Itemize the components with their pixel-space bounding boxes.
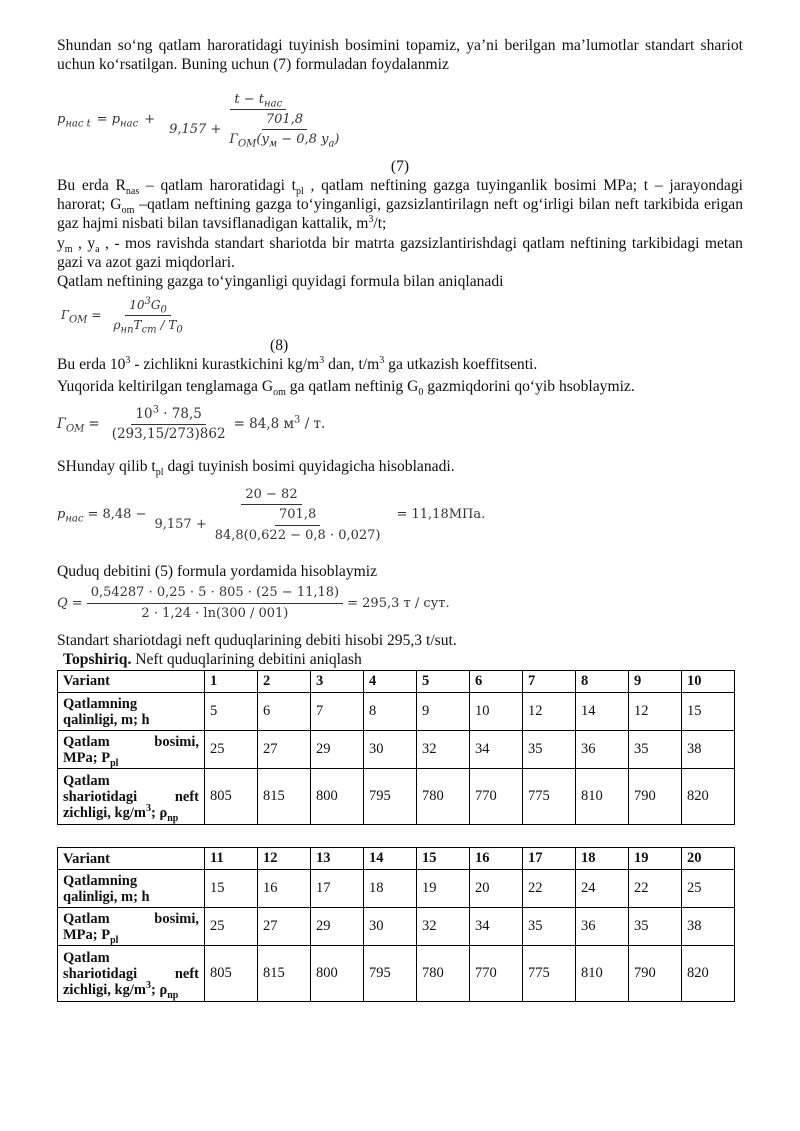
formula-gom-fraction: $\frac{10^3 \cdot 78,5}{(293,15/273)862}$ [111, 404, 226, 443]
formula-q-fraction: $\frac{0,54287 \cdot 0,25 \cdot 5 \cdot 805 \cdot (25 - 11,18)}{2 \cdot 1,24 \cdot \ln(300 / 001)}$ [87, 583, 343, 623]
formula-7-description-2: $y_m$ , $y_a$ , - mos ravishda standart shariotda bir matrta gazsizlantirishdagi qatlam neftining tarkibidagi metan gazi va azot gazi miqdorlari. [57, 234, 743, 272]
formula-7-number: (7) [390, 157, 410, 175]
document-page [57, 36, 743, 1002]
saturation-pressure-line: SHunday qilib $t_{pl}$ dagi tuyinish bosimi quyidagicha hisoblanadi. [57, 457, 455, 478]
formula-7-denominator: 9,157 + $\frac{701,8}{Г_{ОМ}(y_м - 0,8 y_a)}$ [165, 110, 351, 150]
formula-7-description: Bu erda $R_{nas}$ – qatlam haroratidagi $t_{pl}$ , qatlam neftining gazga tuyinganlik bosimi MPa; t – jarayondagi harorat; $G_{om}$ –qatlam neftining gazga to‘yinganligi, gazsizlantirilagn neft og‘irligi bilan neft tarkibida erigan gaz hajmi nisbati bilan tavsiflanadigan kattalik, $m^3/t$; [57, 176, 743, 233]
formula-8: $Г_{ОМ}$ = $\frac{10^3G_0}{\rho_{нп}T_{cт} / T_0}$ [61, 296, 743, 336]
table-row: Qatlamning qalinligi, m; h 15 16 17 18 19 20 22 24 22 25 [58, 870, 735, 908]
intro-paragraph: Shundan so‘ng qatlam haroratidagi tuyinish bosimini topamiz, ya’ni berilgan ma’lumotlar standart shariot uchun ko‘rsatilgan. Buning uchun (7) formuladan foydalanmiz [57, 37, 743, 74]
formula-gom-calc: $Г_{ОМ}$ = $\frac{10^3 \cdot 78,5}{(293,15/273)862}$ = 84,8 $м^3$ / т. [57, 399, 743, 451]
formula-8-number: (8) [270, 336, 289, 354]
formula-psat-fraction: 20 − 82 9,157 + $\frac{701,8}{84,8(0,622 - 0,8 \cdot 0,027)}$ [154, 486, 381, 543]
formula-7-fraction [165, 90, 351, 150]
variants-table-2 [57, 847, 735, 1002]
task-title: Topshiriq. Neft quduqlarining debitini aniqlash [63, 651, 362, 669]
formula-7-eq: = $p_{нас}$ [96, 111, 139, 130]
formula-7-numerator: $t - t_{нас}$ [230, 90, 286, 110]
table-row: Qatlam shariotidagi neft zichligi, $kg/m^3$; $\rho_{np}$ 805 815 800 795 780 770 775 810 790 820 [58, 769, 735, 825]
variants-table-1 [57, 670, 735, 825]
debit-line: Quduq debitini (5) formula yordamida hisoblaymiz [57, 562, 378, 580]
formula-7 [57, 85, 743, 155]
result-line: Standart shariotdagi neft quduqlarining debiti hisobi 295,3 t/sut. [57, 632, 457, 650]
formula-psat-calc: $p_{нас}$ = 8,48 − 20 − 82 9,157 + $\frac{701,8}{84,8(0,622 - 0,8 \cdot 0,027)}$ = 11,18МПа. [57, 480, 743, 550]
coefficient-line: Bu erda $10^3$ - zichlikni kurastkichini $kg/m^3$ dan, $t/m^3$ ga utkazish koeffitsenti. [57, 354, 538, 373]
table-row: Qatlam bosimi, MPa; $P_{pl}$ 25 27 29 30 32 34 35 36 35 38 [58, 908, 735, 946]
substitution-paragraph: Yuqorida keltirilgan tenglamaga $G_{om}$ ga qatlam neftinig $G_0$ gazmiqdorini qo‘yib hsoblaymiz. [57, 378, 635, 399]
table-row: Qatlam shariotidagi neft zichligi, $kg/m^3$; $\rho_{np}$ 805 815 800 795 780 770 775 810 790 820 [58, 946, 735, 1002]
formula-7-lhs: $p_{нас t}$ [57, 111, 91, 130]
table-row: Qatlamning qalinligi, m; h 5 6 7 8 9 10 12 14 12 15 [58, 693, 735, 731]
table-row: Variant 1 2 3 4 5 6 7 8 9 10 [58, 670, 735, 692]
formula-q-calc: Q = $\frac{0,54287 \cdot 0,25 \cdot 5 \cdot 805 \cdot (25 - 11,18)}{2 \cdot 1,24 \cdot \ln(300 / 001)}$ = 295,3 т / сут. [57, 581, 743, 625]
formula-8-fraction: $\frac{10^3G_0}{\rho_{нп}T_{cт} / T_0}$ [113, 295, 183, 336]
gas-saturation-line: Qatlam neftining gazga to‘yinganligi quyidagi formula bilan aniqlanadi [57, 273, 504, 291]
table-row: Qatlam bosimi, MPa; $P_{pl}$ 25 27 29 30 32 34 35 36 35 38 [58, 731, 735, 769]
table-row: Variant 11 12 13 14 15 16 17 18 19 20 [58, 848, 735, 870]
formula-7-plus: + [144, 111, 156, 127]
formula-7-inner-fraction: $\frac{701,8}{Г_{ОМ}(y_м - 0,8 y_a)}$ [229, 111, 340, 150]
